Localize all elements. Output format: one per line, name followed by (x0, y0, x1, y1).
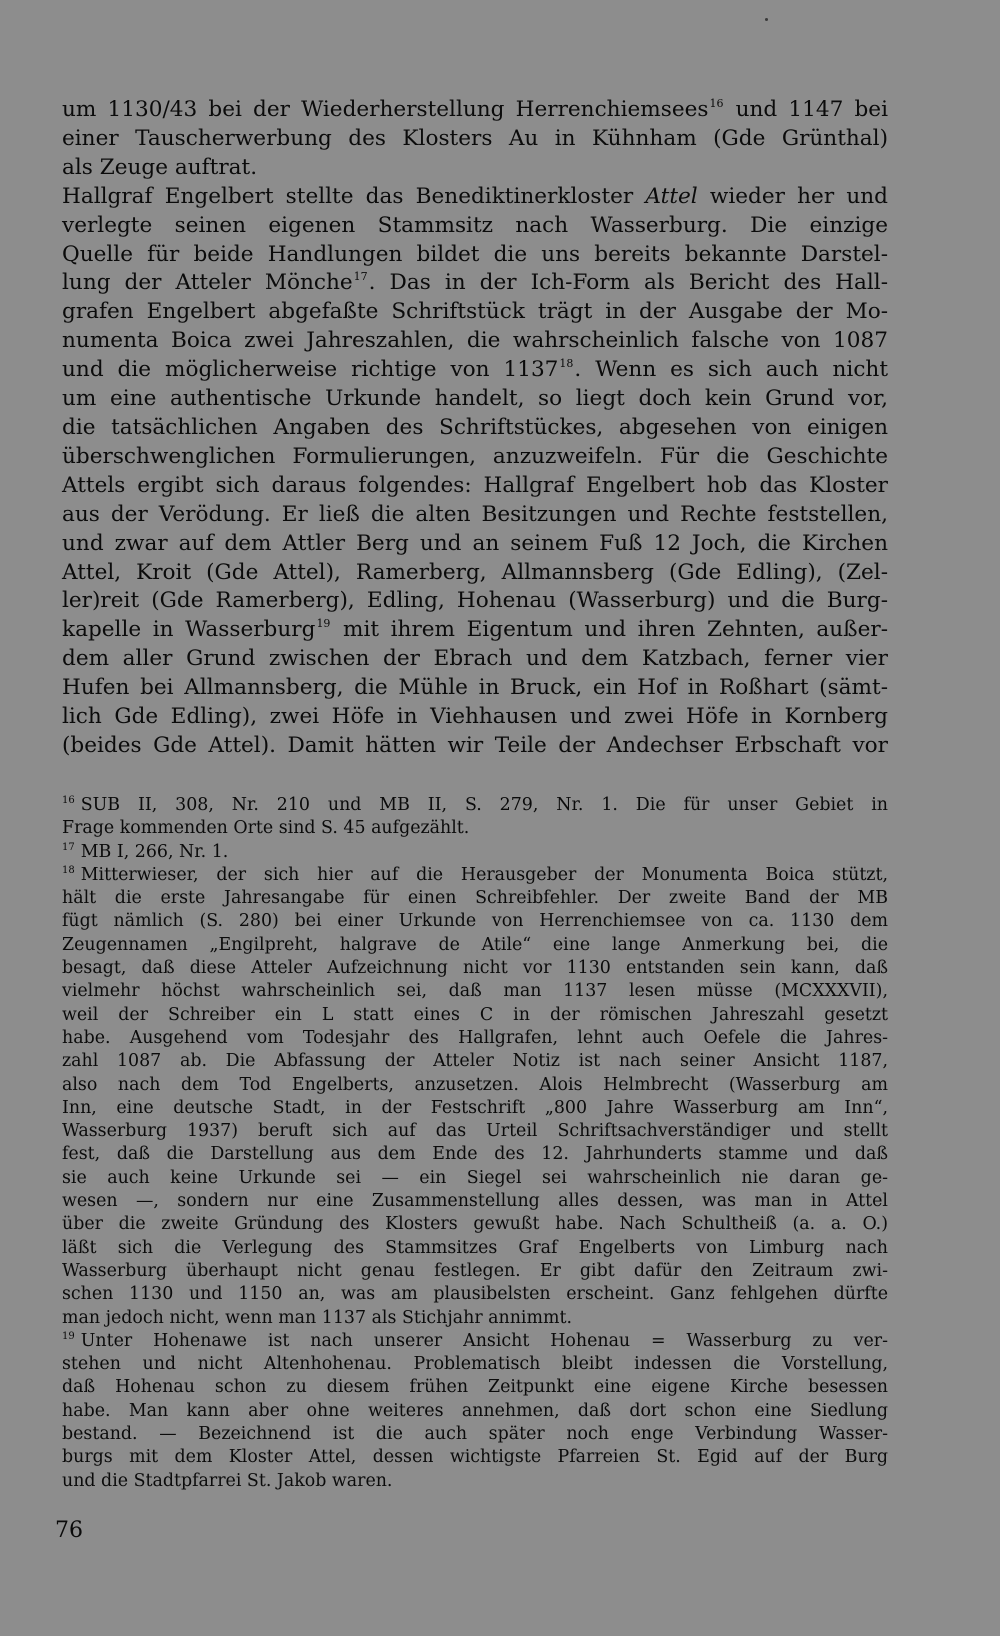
footnote-text: also nach dem Tod Engelberts, anzusetzen. Alois Helmbrecht (Wasserburg am (62, 1074, 888, 1095)
footnote-text: sie auch keine Urkunde sei — ein Siegel sei wahrscheinlich nie daran ge- (62, 1167, 888, 1188)
text-segment: überschwenglichen Formulierungen, anzuzweifeln. Für die Geschichte (62, 443, 888, 469)
text-segment: . Das in der Ich-Form als Bericht des Hall- (368, 270, 889, 296)
text-line (62, 443, 888, 472)
main-text (62, 96, 888, 761)
text-line (62, 96, 888, 125)
footnote-text: Inn, eine deutsche Stadt, in der Festschrift „800 Jahre Wasserburg am Inn“, (62, 1097, 888, 1118)
footnote-number: 18 (62, 864, 75, 876)
footnote-text: burgs mit dem Kloster Attel, dessen wichtigste Pfarreien St. Egid auf der Burg (62, 1447, 888, 1468)
text-line (62, 125, 888, 154)
footnote-line (62, 1097, 888, 1120)
footnote-text: schen 1130 und 1150 an, was am plausibelsten erscheint. Ganz fehlgehen dürfte (62, 1284, 888, 1305)
footnote-number: 19 (62, 1330, 75, 1342)
text-line (62, 674, 888, 703)
footnote-line (62, 887, 888, 910)
footnote-line (62, 957, 888, 980)
text-segment: aus der Verödung. Er ließ die alten Besitzungen und Rechte feststellen, (62, 501, 888, 527)
footnote-reference: 19 (316, 617, 331, 631)
text-line (62, 645, 888, 674)
page-number: 76 (55, 1518, 83, 1543)
text-line (62, 212, 888, 241)
footnote-line (62, 1400, 888, 1423)
text-segment: verlegte seinen eigenen Stammsitz nach Wasserburg. Die einzige (62, 212, 888, 238)
footnote-line (62, 1376, 888, 1399)
footnote-text: fügt nämlich (S. 280) bei einer Urkunde von Herrenchiemsee von ca. 1130 dem (62, 911, 888, 932)
footnote-line (62, 841, 888, 864)
footnote-line (62, 1330, 888, 1353)
text-segment: . Wenn es sich auch nicht (574, 357, 888, 383)
footnote-line (62, 1190, 888, 1213)
footnote-text: MB I, 266, Nr. 1. (80, 841, 229, 862)
footnote-18 (62, 864, 888, 1330)
footnote-line (62, 1237, 888, 1260)
footnote-line (62, 980, 888, 1003)
text-segment: einer Tauscherwerbung des Klosters Au in Kühnham (Gde Grünthal) (62, 125, 888, 151)
footnote-text: weil der Schreiber ein L statt eines C in der römischen Jahreszahl gesetzt (62, 1004, 888, 1025)
text-segment: um eine authentische Urkunde handelt, so liegt doch kein Grund vor, (62, 386, 888, 412)
footnote-text: Wasserburg überhaupt nicht genau festlegen. Er gibt dafür den Zeitraum zwi- (62, 1260, 888, 1281)
footnote-line (62, 864, 888, 887)
text-line (62, 559, 888, 588)
text-segment: wieder her und (697, 183, 888, 209)
text-line (62, 241, 888, 270)
footnote-text: SUB II, 308, Nr. 210 und MB II, S. 279, Nr. 1. Die für unser Gebiet in (80, 795, 888, 815)
footnote-number: 17 (62, 841, 75, 853)
footnote-text: Wasserburg 1937) beruft sich auf das Urteil Schriftsachverständiger und stellt (62, 1121, 888, 1142)
text-line (62, 385, 888, 414)
footnote-text: habe. Ausgehend vom Todesjahr des Hallgrafen, lehnt auch Oefele die Jahres- (62, 1027, 888, 1048)
text-segment: (beides Gde Attel). Damit hätten wir Teile der Andechser Erbschaft vor (62, 732, 888, 758)
footnote-line (62, 1307, 888, 1330)
text-line (62, 356, 888, 385)
footnote-text: stehen und nicht Altenhohenau. Problematisch bleibt indessen die Vorstellung, (62, 1354, 888, 1375)
footnote-line (62, 1283, 888, 1306)
text-segment: ler)reit (Gde Ramerberg), Edling, Hohenau (Wasserburg) und die Burg- (62, 588, 888, 614)
footnote-text: besagt, daß diese Atteler Aufzeichnung nicht vor 1130 entstanden sein kann, daß (62, 958, 888, 979)
text-segment: mit ihrem Eigentum und ihren Zehnten, außer- (331, 617, 888, 643)
footnote-reference: 16 (709, 97, 724, 110)
footnote-text: zahl 1087 ab. Die Abfassung der Atteler Notiz ist nach seiner Ansicht 1187, (62, 1051, 888, 1072)
text-segment: um 1130/43 bei der Wiederherstellung Herrenchiemsees (62, 97, 709, 122)
footnote-text: vielmehr höchst wahrscheinlich sei, daß man 1137 lesen müsse (MCXXXVII), (62, 981, 888, 1002)
text-segment: kapelle in Wasserburg (62, 617, 316, 643)
footnote-line (62, 1027, 888, 1050)
footnote-line (62, 1050, 888, 1073)
text-line (62, 183, 888, 212)
text-segment: Attels ergibt sich daraus folgendes: Hallgraf Engelbert hob das Kloster (62, 472, 888, 498)
text-segment: und zwar auf dem Attler Berg und an seinem Fuß 12 Joch, die Kirchen (62, 530, 888, 556)
text-line (62, 616, 888, 645)
text-segment: und 1147 bei (724, 97, 888, 122)
text-line (62, 414, 888, 443)
footnote-17 (62, 841, 888, 864)
footnotes (62, 794, 888, 1493)
text-segment: als Zeuge auftrat. (62, 154, 258, 180)
footnote-text: Unter Hohenawe ist nach unserer Ansicht Hohenau = Wasserburg zu ver- (80, 1330, 888, 1351)
text-segment: und die möglicherweise richtige von 1137 (62, 357, 559, 383)
text-segment: dem aller Grund zwischen der Ebrach und dem Katzbach, ferner vier (62, 646, 888, 672)
text-line (62, 298, 888, 327)
footnote-line (62, 1074, 888, 1097)
footnote-text: daß Hohenau schon zu diesem frühen Zeitpunkt eine eigene Kirche besessen (62, 1377, 888, 1398)
emphasized-place-name: Attel (645, 183, 698, 209)
text-segment: Quelle für beide Handlungen bildet die uns bereits bekannte Darstel- (62, 241, 888, 267)
footnote-text: habe. Man kann aber ohne weiteres annehmen, daß dort schon eine Siedlung (62, 1400, 888, 1421)
text-line (62, 530, 888, 559)
footnote-text: hält die erste Jahresangabe für einen Schreibfehler. Der zweite Band der MB (62, 888, 888, 909)
footnote-text: Mitterwieser, der sich hier auf die Herausgeber der Monumenta Boica stützt, (80, 864, 888, 885)
footnote-line (62, 1470, 888, 1493)
footnote-line (62, 1260, 888, 1283)
text-line (62, 501, 888, 530)
footnote-text: Frage kommenden Orte sind S. 45 aufgezählt. (62, 818, 470, 839)
footnote-text: wesen —, sondern nur eine Zusammenstellung alles dessen, was man in Attel (62, 1191, 888, 1212)
text-line (62, 327, 888, 356)
text-segment: Attel, Kroit (Gde Attel), Ramerberg, Allmannsberg (Gde Edling), (Zel- (62, 559, 888, 585)
footnote-line (62, 794, 888, 817)
footnote-line (62, 1143, 888, 1166)
footnote-text: man jedoch nicht, wenn man 1137 als Stichjahr annimmt. (62, 1307, 572, 1328)
text-segment: grafen Engelbert abgefaßte Schriftstück trägt in der Ausgabe der Mo- (62, 299, 888, 325)
footnote-text: fest, daß die Darstellung aus dem Ende des 12. Jahrhunderts stamme und daß (62, 1144, 888, 1165)
footnote-line (62, 1004, 888, 1027)
book-page (62, 96, 889, 1491)
text-line (62, 587, 888, 616)
text-line (62, 703, 888, 732)
footnote-text: läßt sich die Verlegung des Stammsitzes Graf Engelberts von Limburg nach (62, 1237, 888, 1258)
text-segment: Hufen bei Allmannsberg, die Mühle in Bruck, ein Hof in Roßhart (sämt- (62, 675, 888, 701)
text-line (62, 732, 888, 761)
footnote-line (62, 1213, 888, 1236)
footnote-line (62, 1446, 888, 1469)
footnote-16 (62, 794, 888, 841)
text-line (62, 269, 888, 298)
text-segment: numenta Boica zwei Jahreszahlen, die wahrscheinlich falsche von 1087 (62, 328, 888, 354)
footnote-19 (62, 1330, 888, 1493)
footnote-line (62, 934, 888, 957)
text-line (62, 154, 888, 183)
text-segment: lich Gde Edling), zwei Höfe in Viehhausen und zwei Höfe in Kornberg (62, 704, 888, 730)
footnote-reference: 18 (559, 357, 574, 371)
footnote-line (62, 1353, 888, 1376)
text-segment: Hallgraf Engelbert stellte das Benediktinerkloster (62, 183, 646, 209)
footnote-line (62, 1120, 888, 1143)
footnote-line (62, 1423, 888, 1446)
footnote-line (62, 910, 888, 933)
scan-speck (765, 18, 768, 21)
footnote-line (62, 817, 888, 840)
footnote-text: und die Stadtpfarrei St. Jakob waren. (62, 1470, 393, 1491)
text-segment: lung der Atteler Mönche (62, 270, 353, 296)
text-line (62, 472, 888, 501)
footnote-line (62, 1167, 888, 1190)
footnote-reference: 17 (353, 270, 368, 284)
footnote-number: 16 (62, 795, 75, 806)
footnote-text: über die zweite Gründung des Klosters gewußt habe. Nach Schultheiß (a. a. O.) (62, 1214, 888, 1235)
footnote-text: Zeugennamen „Engilpreht, halgrave de Atile“ eine lange Anmerkung bei, die (62, 934, 888, 955)
text-segment: die tatsächlichen Angaben des Schriftstückes, abgesehen von einigen (62, 414, 888, 440)
footnote-text: bestand. — Bezeichnend ist die auch später noch enge Verbindung Wasser- (62, 1424, 888, 1445)
